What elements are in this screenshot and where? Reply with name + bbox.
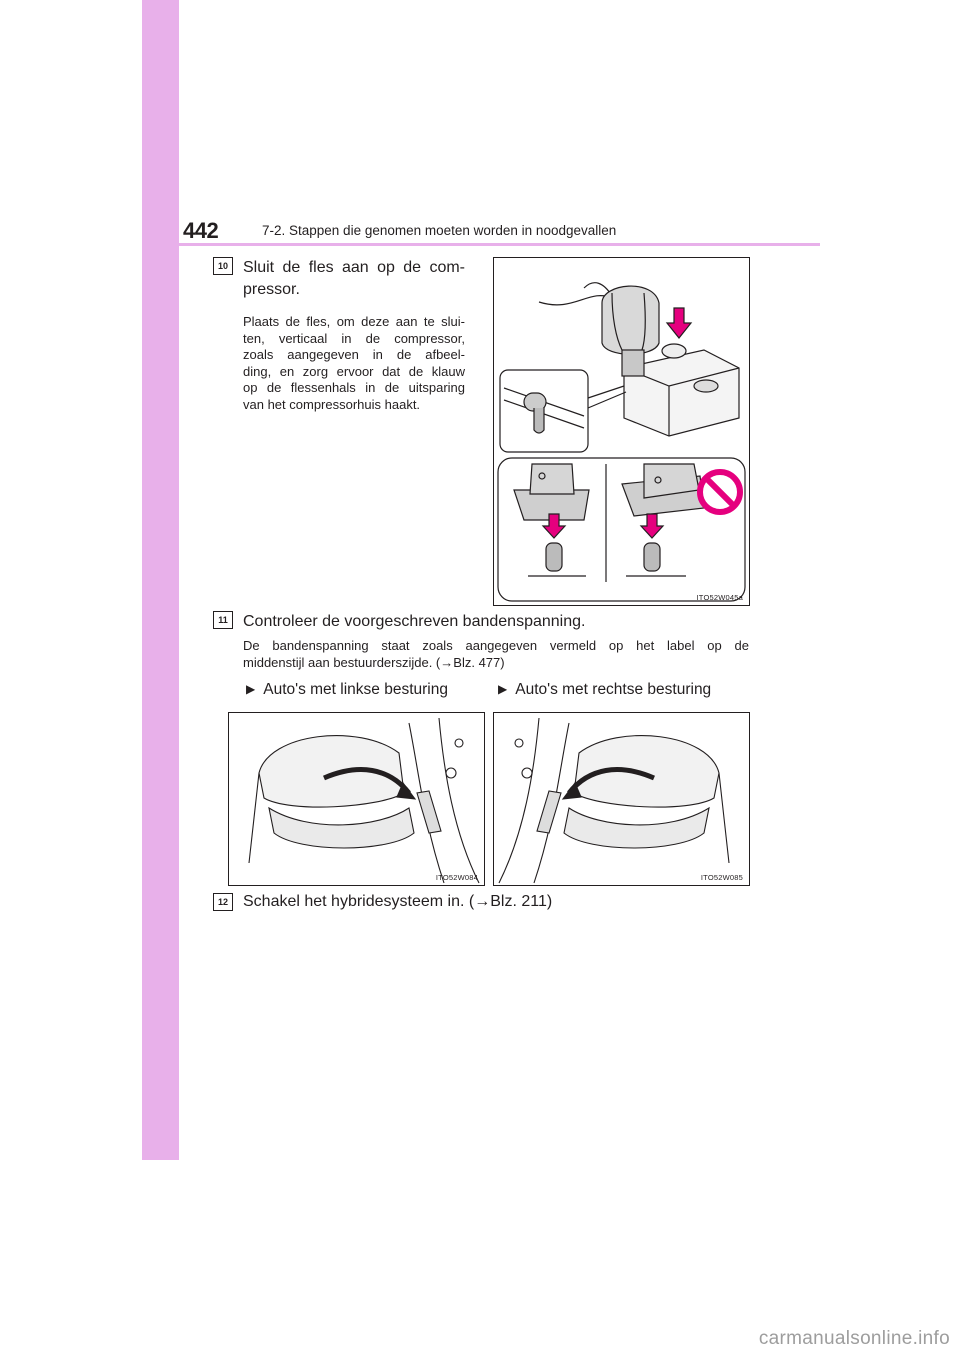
page-ref-arrow: → <box>440 655 454 670</box>
step-11-body-text: middenstijl aan bestuurderszijde. ( <box>243 655 441 670</box>
compressor-illustration <box>494 258 749 605</box>
chapter-sidebar-tab <box>142 0 179 1160</box>
page-reference-link[interactable]: Blz. 211) <box>490 893 553 910</box>
header-divider <box>142 243 820 246</box>
step-10-body-line: van het compressorhuis haakt. <box>243 396 421 412</box>
step-10-body-line: zoals aangegeven in de afbeel- <box>243 347 465 362</box>
step-10-title-line2: pressor. <box>243 281 300 298</box>
page-number: 442 <box>183 218 219 243</box>
step-11-title: Controleer de voorgeschreven bandenspanning. <box>243 613 586 630</box>
page-reference-link[interactable]: Blz. 477) <box>453 655 505 670</box>
variant-label-right-hand-drive <box>498 681 711 699</box>
step-10-title-line1: Sluit de fles aan op de com- <box>243 259 465 276</box>
seat-door-illustration-right <box>494 713 749 885</box>
step-12-label: Schakel het hybridesysteem in. ( <box>243 893 475 910</box>
step-number-12: 12 <box>213 893 233 911</box>
step-11-body-line1: De bandenspanning staat zoals aangegeven vermeld op het label op de <box>243 638 749 653</box>
figure-code: ITO52W045a <box>696 593 743 602</box>
step-10-body-line: op de flessenhals in de uitsparing <box>243 380 465 395</box>
watermark: carmanualsonline.info <box>758 1328 950 1349</box>
step-10-body-line: ding, en zorg ervoor dat de klauw <box>243 363 465 379</box>
triangle-bullet-icon: ▶ <box>498 682 508 696</box>
compressor-bottle-figure <box>493 257 750 606</box>
tire-label-figure-right <box>493 712 750 886</box>
page-ref-arrow: → <box>474 893 491 910</box>
seat-door-illustration-left <box>229 713 484 885</box>
step-number-11: 11 <box>213 611 233 629</box>
figure-code: ITO52W085 <box>700 873 743 882</box>
step-11-body-line2 <box>243 655 505 672</box>
step-10-body-line: ten, verticaal in de compressor, <box>243 330 465 346</box>
variant-label: Auto's met linkse besturing <box>263 681 448 698</box>
step-10-body-line: Plaats de fles, om deze aan te slui- <box>243 314 465 329</box>
variant-label: Auto's met rechtse besturing <box>515 681 712 698</box>
section-title: 7-2. Stappen die genomen moeten worden in noodgevallen <box>262 223 617 238</box>
tire-label-figure-left <box>228 712 485 886</box>
step-number-10: 10 <box>213 257 233 275</box>
step-12-text <box>243 891 552 913</box>
triangle-bullet-icon: ▶ <box>246 682 256 696</box>
figure-code: ITO52W084 <box>435 873 478 882</box>
variant-label-left-hand-drive <box>246 681 448 699</box>
